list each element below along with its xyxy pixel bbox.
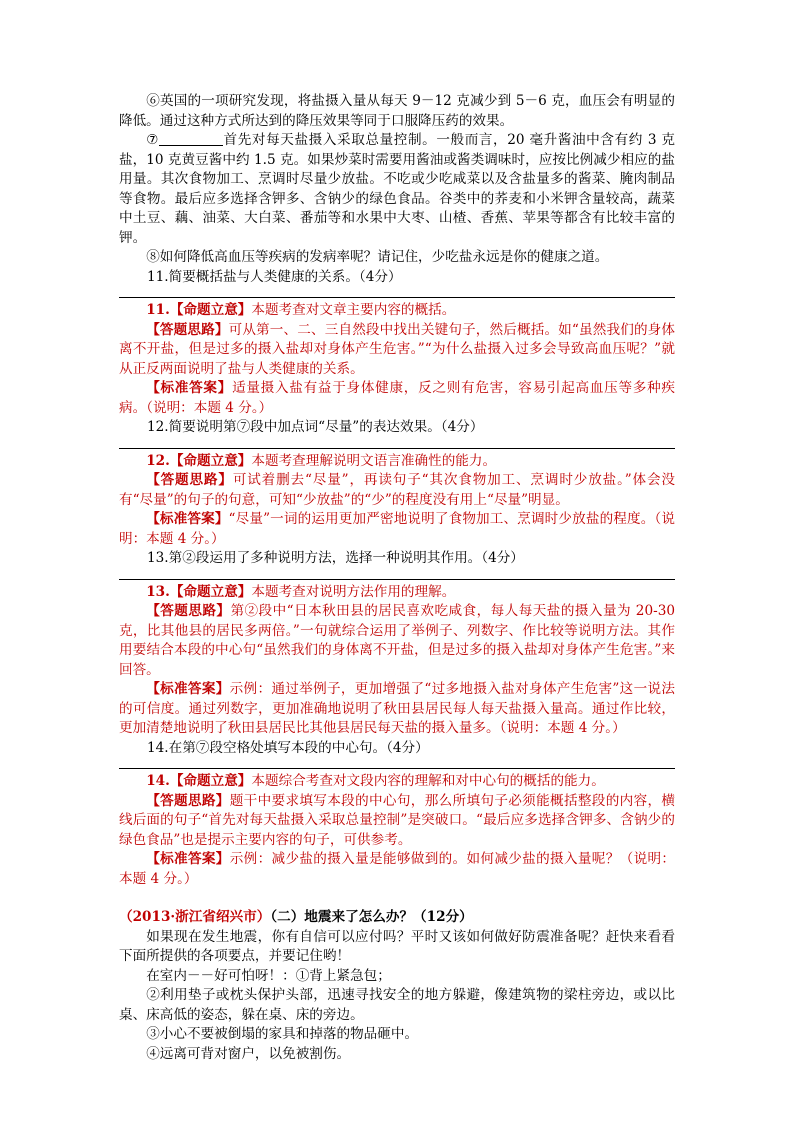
q12-intent-label: 【命题立意】: [169, 452, 252, 469]
passage-2-item-3: ③小心不要被倒塌的家具和掉落的物品砸中。: [146, 1026, 419, 1042]
q14-intent-label: 【命题立意】: [169, 773, 252, 789]
q13-idea-label: 【答题思路】: [146, 603, 231, 619]
q14-answer-text: 示例：减少盐的摄入量是能够做到的。如何减少盐的摄入量呢？（说明：本题 4 分。）: [119, 851, 676, 887]
q12-answer-label: 【标准答案】: [146, 511, 229, 527]
passage-2-title: （二）地震来了怎么办？（12分）: [270, 909, 473, 925]
q14-answer: [119, 850, 675, 889]
q13-idea: [119, 602, 675, 680]
q11-answer-label: 【标准答案】: [146, 380, 233, 396]
q14-idea-text: 题干中要求填写本段的中心句，那么所填句子必须能概括整段的内容，横线后面的句子“首先对每天盐摄入采取总量控制”是突破口。“最后应多选择含钾多、含钠少的绿色食品”也是提示主要内容的句子，可供参考。: [119, 792, 676, 848]
q11-idea-text: 可从第一、二、三自然段中找出关键句子，然后概括。如“虽然我们的身体离不开盐，但是过多的摄入盐却对身体产生危害。”“为什么盐摄入过多会导致高血压呢？”就从正反两面说明了盐与人类健康的关系。: [119, 321, 676, 377]
passage-2-item-4: ④远离可背对窗户，以免被割伤。: [146, 1045, 351, 1062]
q13-intent-text: 本题考查对说明方法作用的理解。: [251, 583, 456, 600]
passage-2-intro: 如果现在发生地震，你有自信可以应付吗？平时又该如何做好防震准备呢？赶快来看看下面所提供的各项要点，并要记住哟！: [119, 928, 675, 964]
passage-paragraph-7: [119, 131, 675, 248]
q11-idea: [119, 321, 675, 380]
q13-number: 13.: [146, 583, 170, 600]
q14-idea-label: 【答题思路】: [146, 792, 230, 809]
passage-2-indoor: 在室内－－好可怕呀！：①背上紧急包；: [146, 967, 391, 984]
q11-answer-text: 适量摄入盐有益于身体健康，反之则有危害，容易引起高血压等多种疾病。（说明：本题 4 分。）: [119, 380, 676, 416]
answer-line: [119, 768, 675, 769]
question-14: 14.在第⑦段空格处填写本段的中心句。（4分）: [147, 739, 429, 756]
q13-idea-text: 第②段中“日本秋田县的居民喜欢吃咸食，每人每天盐的摄入量为 20-30 克，比其他县的居民多两倍。”一句就综合运用了举例子、列数字、作比较等说明方法。其作用要结合本段的中心句“虽然我们的身体离不开盐，但是过多的摄入盐却对身体产生危害。”来回答。: [119, 603, 675, 678]
paragraph-number: ⑦: [146, 132, 159, 148]
question-12: 12.简要说明第⑦段中加点词“尽量”的表达效果。（4分）: [147, 419, 484, 435]
q14-intent: [119, 772, 675, 792]
q14-answer-label: 【标准答案】: [146, 851, 230, 867]
section-gap: [119, 889, 675, 908]
answer-line: [119, 579, 675, 580]
q12-intent-text: 本题考查理解说明文语言准确性的能力。: [251, 452, 497, 469]
q12-intent: [119, 452, 675, 472]
q14-idea: [119, 792, 675, 851]
document-page: [119, 92, 675, 1064]
q12-answer: [119, 510, 675, 549]
q14-intent-text: 本题综合考查对文段内容的理解和对中心句的概括的能力。: [251, 773, 605, 789]
q11-idea-label: 【答题思路】: [146, 321, 229, 338]
q11-intent-text: 本题考查对文章主要内容的概括。: [251, 302, 456, 318]
q13-answer-label: 【标准答案】: [146, 681, 230, 697]
passage-2-heading: [119, 908, 675, 928]
paragraph-7-text: 首先对每天盐摄入采取总量控制。一般而言，20 毫升酱油中含有约 3 克盐，10 克黄豆酱中约 1.5 克。如果炒菜时需要用酱油或酱类调味时，应按比例减少相应的盐用量。其次食物加工、烹调时尽量少放盐。不吃或少吃咸菜以及含盐量多的酱菜、腌肉制品等食物。最后应多选择含钾多、含钠少的绿色食品。谷类中的荞麦和小米钾含量较高，蔬菜中土豆、藕、油菜、大白菜、番茄等和水果中大枣、山楂、香蕉、苹果等都含有比较丰富的钾。: [119, 132, 675, 246]
q11-number: 11.: [146, 302, 170, 318]
q12-idea: [119, 471, 675, 510]
q12-idea-text: 可试着删去“尽量”，再读句子“其次食物加工、烹调时少放盐。”体会没有“尽量”的句子的句意，可知“少放盐”的“少”的程度没有用上“尽量”明显。: [119, 472, 676, 508]
question-11: 11.简要概括盐与人类健康的关系。（4分）: [147, 268, 402, 285]
answer-line: [119, 297, 675, 298]
question-13: 13.第②段运用了多种说明方法，选择一种说明其作用。（4分）: [147, 550, 524, 566]
q13-intent: [119, 583, 675, 603]
q11-intent-label: 【命题立意】: [169, 302, 252, 318]
q13-answer-text: 示例：通过举例子，更加增强了“过多地摄入盐对身体产生危害”这一说法的可信度。通过列数字，更加准确地说明了秋田县居民每人每天盐摄入量高。通过作比较，更加清楚地说明了秋田县居民比其他县居民每天盐的摄入量多。（说明：本题 4 分。）: [119, 681, 675, 736]
passage-paragraph-6: ⑥英国的一项研究发现，将盐摄入量从每天 9－12 克减少到 5－6 克，血压会有明显的降低。通过这种方式所达到的降压效果等同于口服降压药的效果。: [119, 93, 675, 129]
answer-line: [119, 448, 675, 449]
passage-2-item-2: ②利用垫子或枕头保护头部，迅速寻找安全的地方躲避，像建筑物的梁柱旁边，或以比桌、床高低的姿态，躲在桌、床的旁边。: [119, 987, 675, 1023]
q12-number: 12.: [146, 452, 170, 469]
fill-in-blank: [159, 132, 223, 146]
passage-paragraph-8: ⑧如何降低高血压等疾病的发病率呢？请记住，少吃盐永远是你的健康之道。: [146, 249, 609, 265]
q12-answer-text: “尽量”一词的运用更加严密地说明了食物加工、烹调时少放盐的程度。（说明：本题 4 分。）: [119, 511, 675, 547]
q11-answer: [119, 379, 675, 418]
q13-answer: [119, 680, 675, 739]
q11-intent: [119, 301, 675, 321]
q12-idea-label: 【答题思路】: [146, 472, 233, 488]
q14-number: 14.: [146, 773, 170, 789]
q13-intent-label: 【命题立意】: [169, 583, 252, 600]
passage-2-source: （2013·浙江省绍兴市）: [119, 909, 271, 925]
